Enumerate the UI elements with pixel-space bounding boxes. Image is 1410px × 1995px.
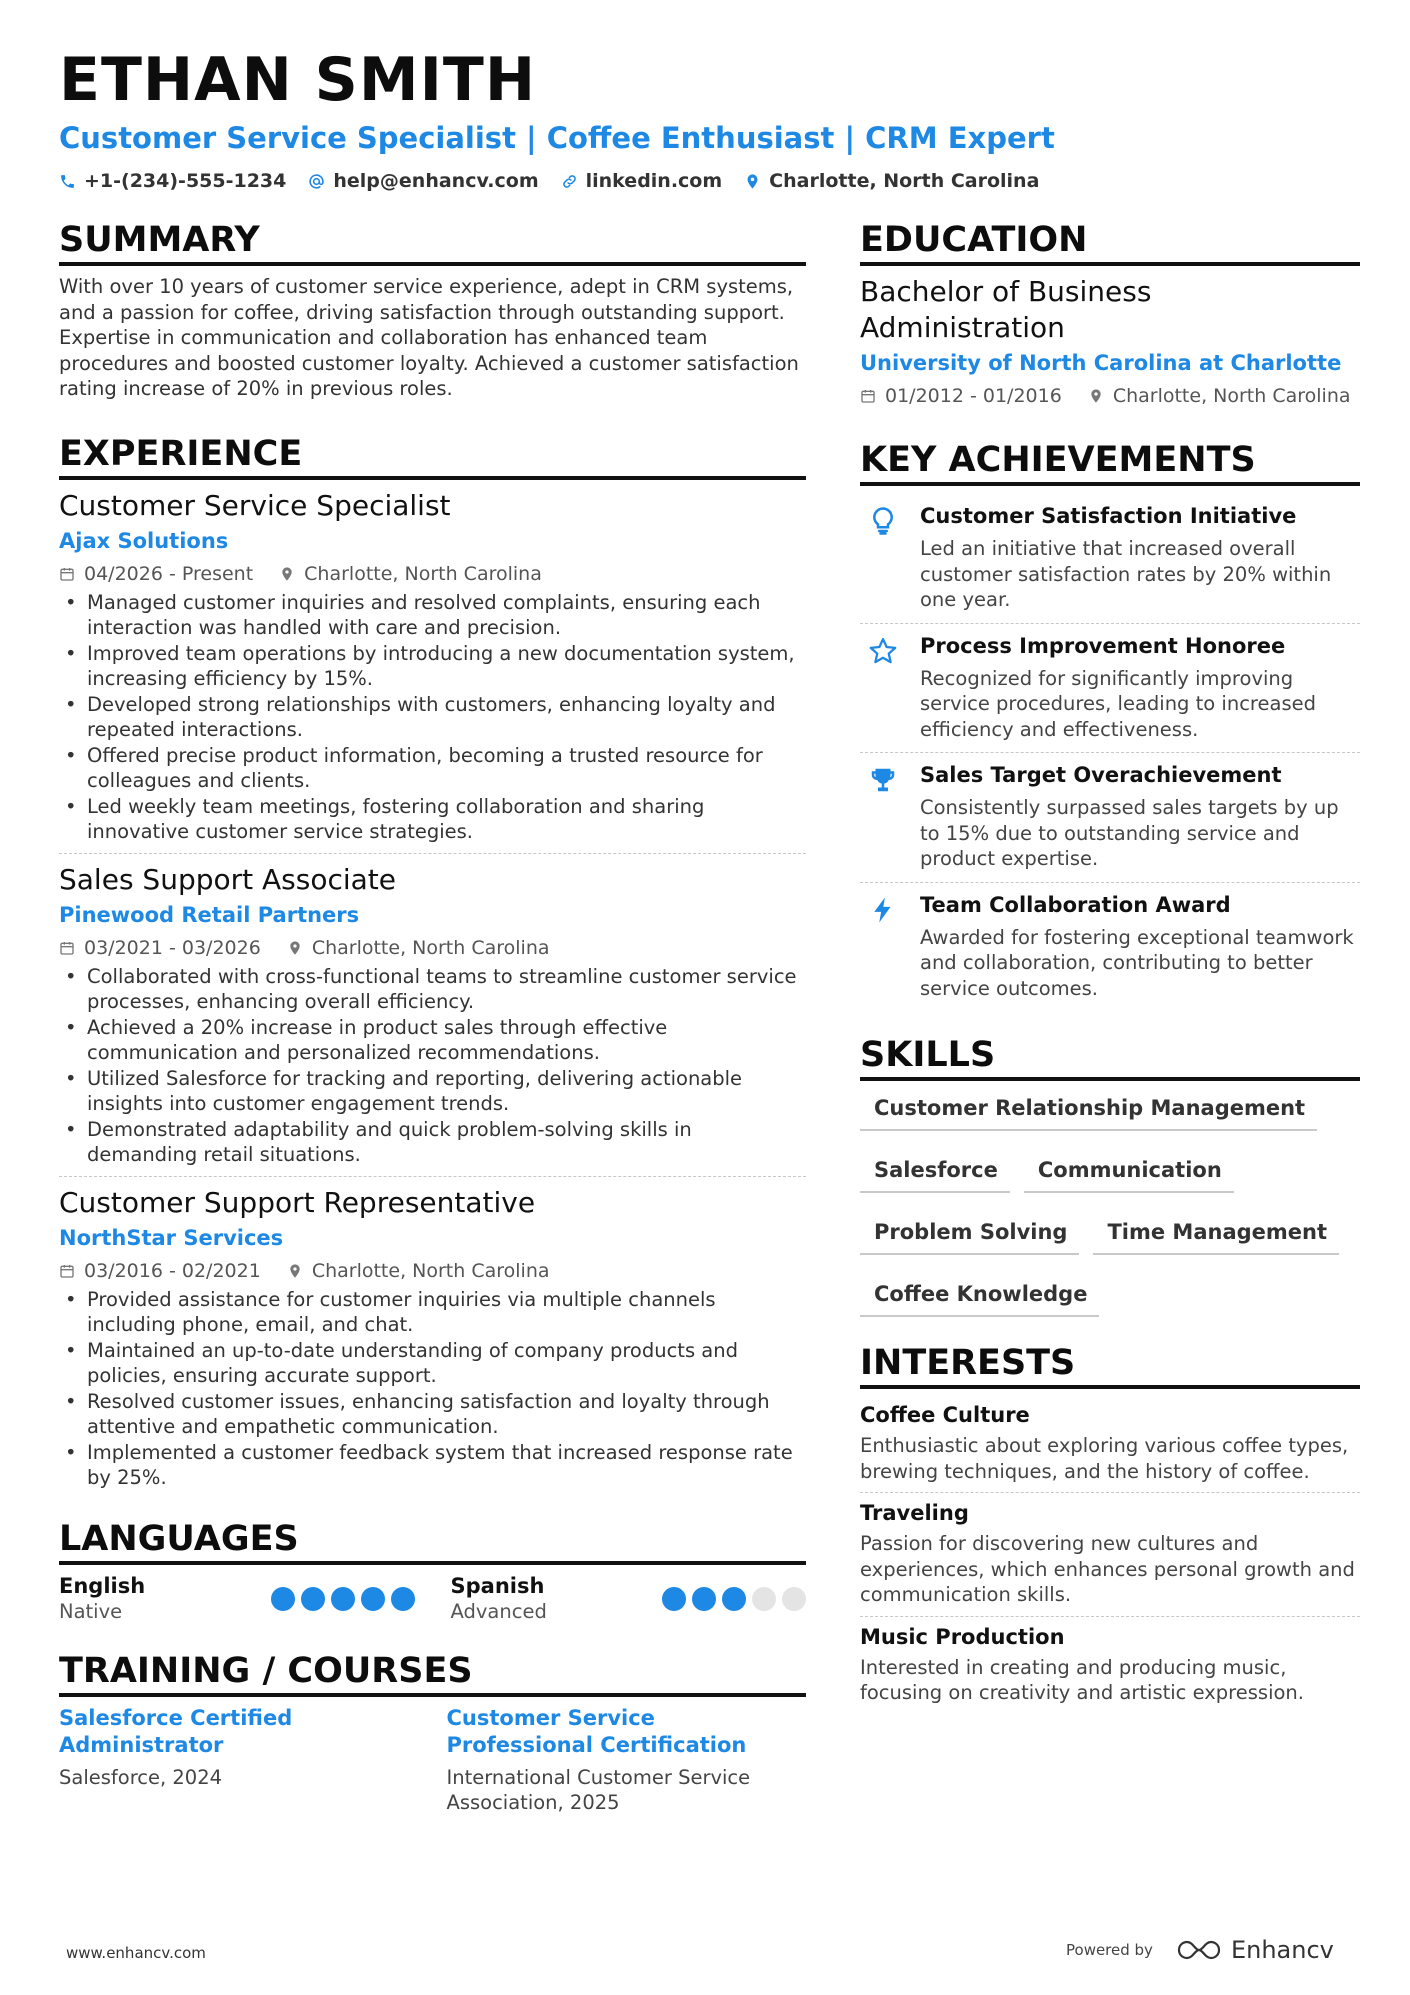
contact-location-text: Charlotte, North Carolina: [769, 170, 1040, 192]
powered-by-label: Powered by: [1066, 1941, 1153, 1959]
job-company: Pinewood Retail Partners: [59, 902, 360, 927]
achievement-body: [920, 891, 1360, 1002]
job-bullets: [59, 1287, 806, 1491]
right-column: [860, 218, 1360, 1714]
interest-title: Traveling: [860, 1501, 969, 1525]
skill-tag: Problem Solving: [860, 1213, 1079, 1255]
achievement-title: Team Collaboration Award: [920, 892, 1231, 917]
achievement-body: [920, 502, 1360, 613]
candidate-name: ETHAN SMITH: [59, 45, 537, 115]
job-location-text: Charlotte, North Carolina: [311, 1259, 550, 1282]
job-bullet: • Improved team operations by introducing a new documentation system, increasing efficiency by 15%.: [59, 641, 806, 692]
summary-section: [59, 218, 806, 402]
location-pin-icon: [744, 173, 761, 190]
skill-tag: Time Management: [1093, 1213, 1339, 1255]
training-title: Customer Service Professional Certification: [446, 1705, 747, 1757]
achievement-icon-wrap: [860, 632, 906, 743]
skill-tag: Customer Relationship Management: [860, 1089, 1317, 1131]
language-item: [59, 1573, 415, 1625]
contact-phone-text: +1-(234)-555-1234: [84, 170, 287, 192]
training-row: [59, 1705, 806, 1816]
job-entry: [59, 488, 806, 853]
education-section: [860, 218, 1360, 410]
education-heading: EDUCATION: [860, 218, 1360, 266]
job-bullet: • Collaborated with cross-functional teams to streamline customer service processes, enhancing overall efficiency.: [59, 964, 806, 1015]
training-item: [447, 1705, 807, 1816]
job-location: [279, 560, 542, 588]
location-pin-icon: [287, 1263, 303, 1279]
location-pin-icon: [279, 566, 295, 582]
rating-dot-filled: [722, 1587, 746, 1611]
job-location: [287, 934, 550, 962]
job-bullet: • Offered precise product information, becoming a trusted resource for colleagues and clients.: [59, 743, 806, 794]
achievements-section: [860, 438, 1360, 1011]
calendar-icon: [59, 1263, 75, 1279]
enhancv-logo-icon: [1177, 1938, 1221, 1962]
interest-title: Coffee Culture: [860, 1403, 1030, 1427]
achievement-icon-wrap: [860, 502, 906, 613]
job-company: NorthStar Services: [59, 1225, 284, 1250]
contact-linkedin-text: linkedin.com: [585, 170, 723, 192]
calendar-icon: [860, 388, 876, 404]
rating-dot-filled: [271, 1587, 295, 1611]
job-bullet: • Led weekly team meetings, fostering collaboration and sharing innovative customer service strategies.: [59, 794, 806, 845]
footer-branding: [1066, 1936, 1334, 1964]
job-location: [287, 1257, 550, 1285]
interests-heading: INTERESTS: [860, 1341, 1360, 1389]
job-dates: [59, 560, 253, 588]
job-bullet: • Managed customer inquiries and resolved complaints, ensuring each interaction was handled with care and precision.: [59, 590, 806, 641]
training-title: Salesforce Certified Administrator: [59, 1705, 293, 1757]
contact-email-text: help@enhancv.com: [333, 170, 539, 192]
achievement-desc: Awarded for fostering exceptional teamwork and collaboration, contributing to better service outcomes.: [920, 925, 1354, 1000]
interest-title: Music Production: [860, 1624, 1065, 1649]
education-dates-text: 01/2012 - 01/2016: [885, 385, 1062, 407]
training-item: [59, 1705, 419, 1816]
rating-dot-empty: [752, 1587, 776, 1611]
education-dates: [860, 382, 1062, 410]
achievement-icon-wrap: [860, 891, 906, 1002]
language-rating: [662, 1587, 806, 1611]
job-bullet: • Utilized Salesforce for tracking and reporting, delivering actionable insights into customer engagement trends.: [59, 1066, 806, 1117]
contact-email[interactable]: [308, 170, 538, 192]
experience-heading: EXPERIENCE: [59, 432, 806, 480]
job-bullets: [59, 590, 806, 845]
rating-dot-filled: [331, 1587, 355, 1611]
language-item: [451, 1573, 807, 1625]
rating-dot-filled: [692, 1587, 716, 1611]
achievement-desc: Led an initiative that increased overall customer satisfaction rates by 20% within one year.: [920, 537, 1332, 611]
language-text: [451, 1573, 547, 1625]
language-name: Spanish: [450, 1573, 545, 1598]
skill-tag: Coffee Knowledge: [860, 1275, 1099, 1317]
job-location-text: Charlotte, North Carolina: [304, 562, 542, 585]
calendar-icon: [59, 566, 75, 582]
interest-desc: Interested in creating and producing music, focusing on creativity and artistic expression.: [860, 1655, 1304, 1704]
left-column: [59, 218, 806, 1816]
summary-heading: SUMMARY: [59, 218, 806, 266]
job-dates: [59, 934, 261, 962]
job-meta: [59, 560, 806, 588]
location-pin-icon: [287, 940, 303, 956]
education-school: University of North Carolina at Charlotte: [860, 351, 1342, 375]
interest-item: [860, 1397, 1360, 1492]
job-title: Sales Support Associate: [59, 862, 397, 896]
trophy-icon: [868, 765, 898, 795]
star-icon: [868, 636, 898, 666]
skills-section: [860, 1033, 1360, 1317]
training-provider: Salesforce, 2024: [59, 1765, 223, 1789]
achievement-item: [860, 623, 1360, 753]
achievement-icon-wrap: [860, 761, 906, 872]
achievement-body: [920, 761, 1360, 872]
job-bullet: • Provided assistance for customer inquiries via multiple channels including phone, email, and chat.: [59, 1287, 806, 1338]
languages-section: [59, 1517, 806, 1625]
job-dates-text: 04/2026 - Present: [84, 562, 254, 585]
location-pin-icon: [1088, 388, 1104, 404]
skills-heading: SKILLS: [860, 1033, 1360, 1081]
summary-text: With over 10 years of customer service experience, adept in CRM systems, and a passion for coffee, driving satisfaction through outstanding support. Expertise in communication and collaboration has enhanced team procedures and boosted customer loyalty. Achieved a customer satisfaction rating increase of 20% in previous roles.: [59, 275, 799, 400]
job-location-text: Charlotte, North Carolina: [311, 936, 550, 959]
achievement-title: Process Improvement Honoree: [920, 633, 1286, 658]
language-rating: [271, 1587, 415, 1611]
brand-name: Enhancv: [1230, 1936, 1334, 1964]
language-level: Advanced: [450, 1599, 547, 1623]
interests-section: [860, 1341, 1360, 1714]
at-icon: [308, 173, 325, 190]
education-location: [1088, 382, 1351, 410]
training-provider: International Customer Service Association, 2025: [446, 1765, 751, 1814]
education-degree: Bachelor of Business Administration: [860, 275, 1152, 344]
rating-dot-empty: [782, 1587, 806, 1611]
language-level: Native: [59, 1599, 123, 1623]
education-meta: [860, 382, 1360, 410]
achievement-desc: Recognized for significantly improving service procedures, leading to increased efficiency and effectiveness.: [920, 666, 1316, 741]
job-bullet: • Achieved a 20% increase in product sales through effective communication and personalized recommendations.: [59, 1015, 806, 1066]
job-dates-text: 03/2016 - 02/2021: [84, 1259, 261, 1282]
skill-tag: Salesforce: [860, 1151, 1010, 1193]
contact-phone[interactable]: [59, 170, 286, 192]
job-bullet: • Demonstrated adaptability and quick problem-solving skills in demanding retail situations.: [59, 1117, 806, 1168]
job-company: Ajax Solutions: [59, 528, 229, 553]
lightning-icon: [868, 895, 898, 925]
brand-logo[interactable]: [1177, 1936, 1334, 1964]
achievements-heading: KEY ACHIEVEMENTS: [860, 438, 1360, 486]
achievement-body: [920, 632, 1360, 743]
job-dates-text: 03/2021 - 03/2026: [84, 936, 261, 959]
job-bullet: • Resolved customer issues, enhancing satisfaction and loyalty through attentive and empathetic communication.: [59, 1389, 806, 1440]
languages-row: [59, 1573, 806, 1625]
interest-item: [860, 1492, 1360, 1616]
interest-desc: Enthusiastic about exploring various coffee types, brewing techniques, and the history of coffee.: [860, 1434, 1349, 1483]
phone-icon: [59, 173, 76, 190]
candidate-tagline: Customer Service Specialist | Coffee Enthusiast | CRM Expert: [59, 121, 1055, 155]
job-bullet: • Developed strong relationships with customers, enhancing loyalty and repeated interactions.: [59, 692, 806, 743]
contact-location: [744, 170, 1039, 192]
job-title: Customer Service Specialist: [59, 488, 451, 522]
job-meta: [59, 934, 806, 962]
training-heading: TRAINING / COURSES: [59, 1649, 806, 1697]
skill-tag: Communication: [1024, 1151, 1234, 1193]
contact-linkedin[interactable]: [561, 170, 723, 192]
rating-dot-filled: [662, 1587, 686, 1611]
achievement-item: [860, 752, 1360, 882]
language-name: English: [59, 1573, 146, 1598]
experience-section: [59, 432, 806, 1499]
job-title: Customer Support Representative: [59, 1185, 536, 1219]
rating-dot-filled: [361, 1587, 385, 1611]
job-bullets: [59, 964, 806, 1168]
achievement-title: Sales Target Overachievement: [920, 763, 1282, 787]
job-bullet: • Implemented a customer feedback system that increased response rate by 25%.: [59, 1440, 806, 1491]
job-entry: [59, 1176, 806, 1499]
job-entry: [59, 853, 806, 1176]
link-icon: [561, 173, 578, 190]
resume-header: [59, 44, 1359, 192]
rating-dot-filled: [391, 1587, 415, 1611]
language-text: [59, 1573, 145, 1625]
interest-desc: Passion for discovering new cultures and experiences, which enhances personal growth and communication skills.: [860, 1532, 1355, 1606]
interest-item: [860, 1616, 1360, 1714]
lightbulb-icon: [868, 506, 898, 536]
achievement-item: [860, 882, 1360, 1012]
achievement-title: Customer Satisfaction Initiative: [920, 504, 1297, 528]
job-dates: [59, 1257, 261, 1285]
achievement-desc: Consistently surpassed sales targets by up to 15% due to outstanding service and product expertise.: [920, 796, 1339, 870]
training-section: [59, 1649, 806, 1816]
rating-dot-filled: [301, 1587, 325, 1611]
skills-list: [860, 1089, 1360, 1317]
job-meta: [59, 1257, 806, 1285]
calendar-icon: [59, 940, 75, 956]
languages-heading: LANGUAGES: [59, 1517, 806, 1565]
footer-website[interactable]: www.enhancv.com: [66, 1944, 206, 1962]
job-bullet: • Maintained an up-to-date understanding of company products and policies, ensuring accurate support.: [59, 1338, 806, 1389]
achievement-item: [860, 494, 1360, 623]
education-location-text: Charlotte, North Carolina: [1112, 385, 1351, 407]
contact-row: [59, 170, 1359, 192]
